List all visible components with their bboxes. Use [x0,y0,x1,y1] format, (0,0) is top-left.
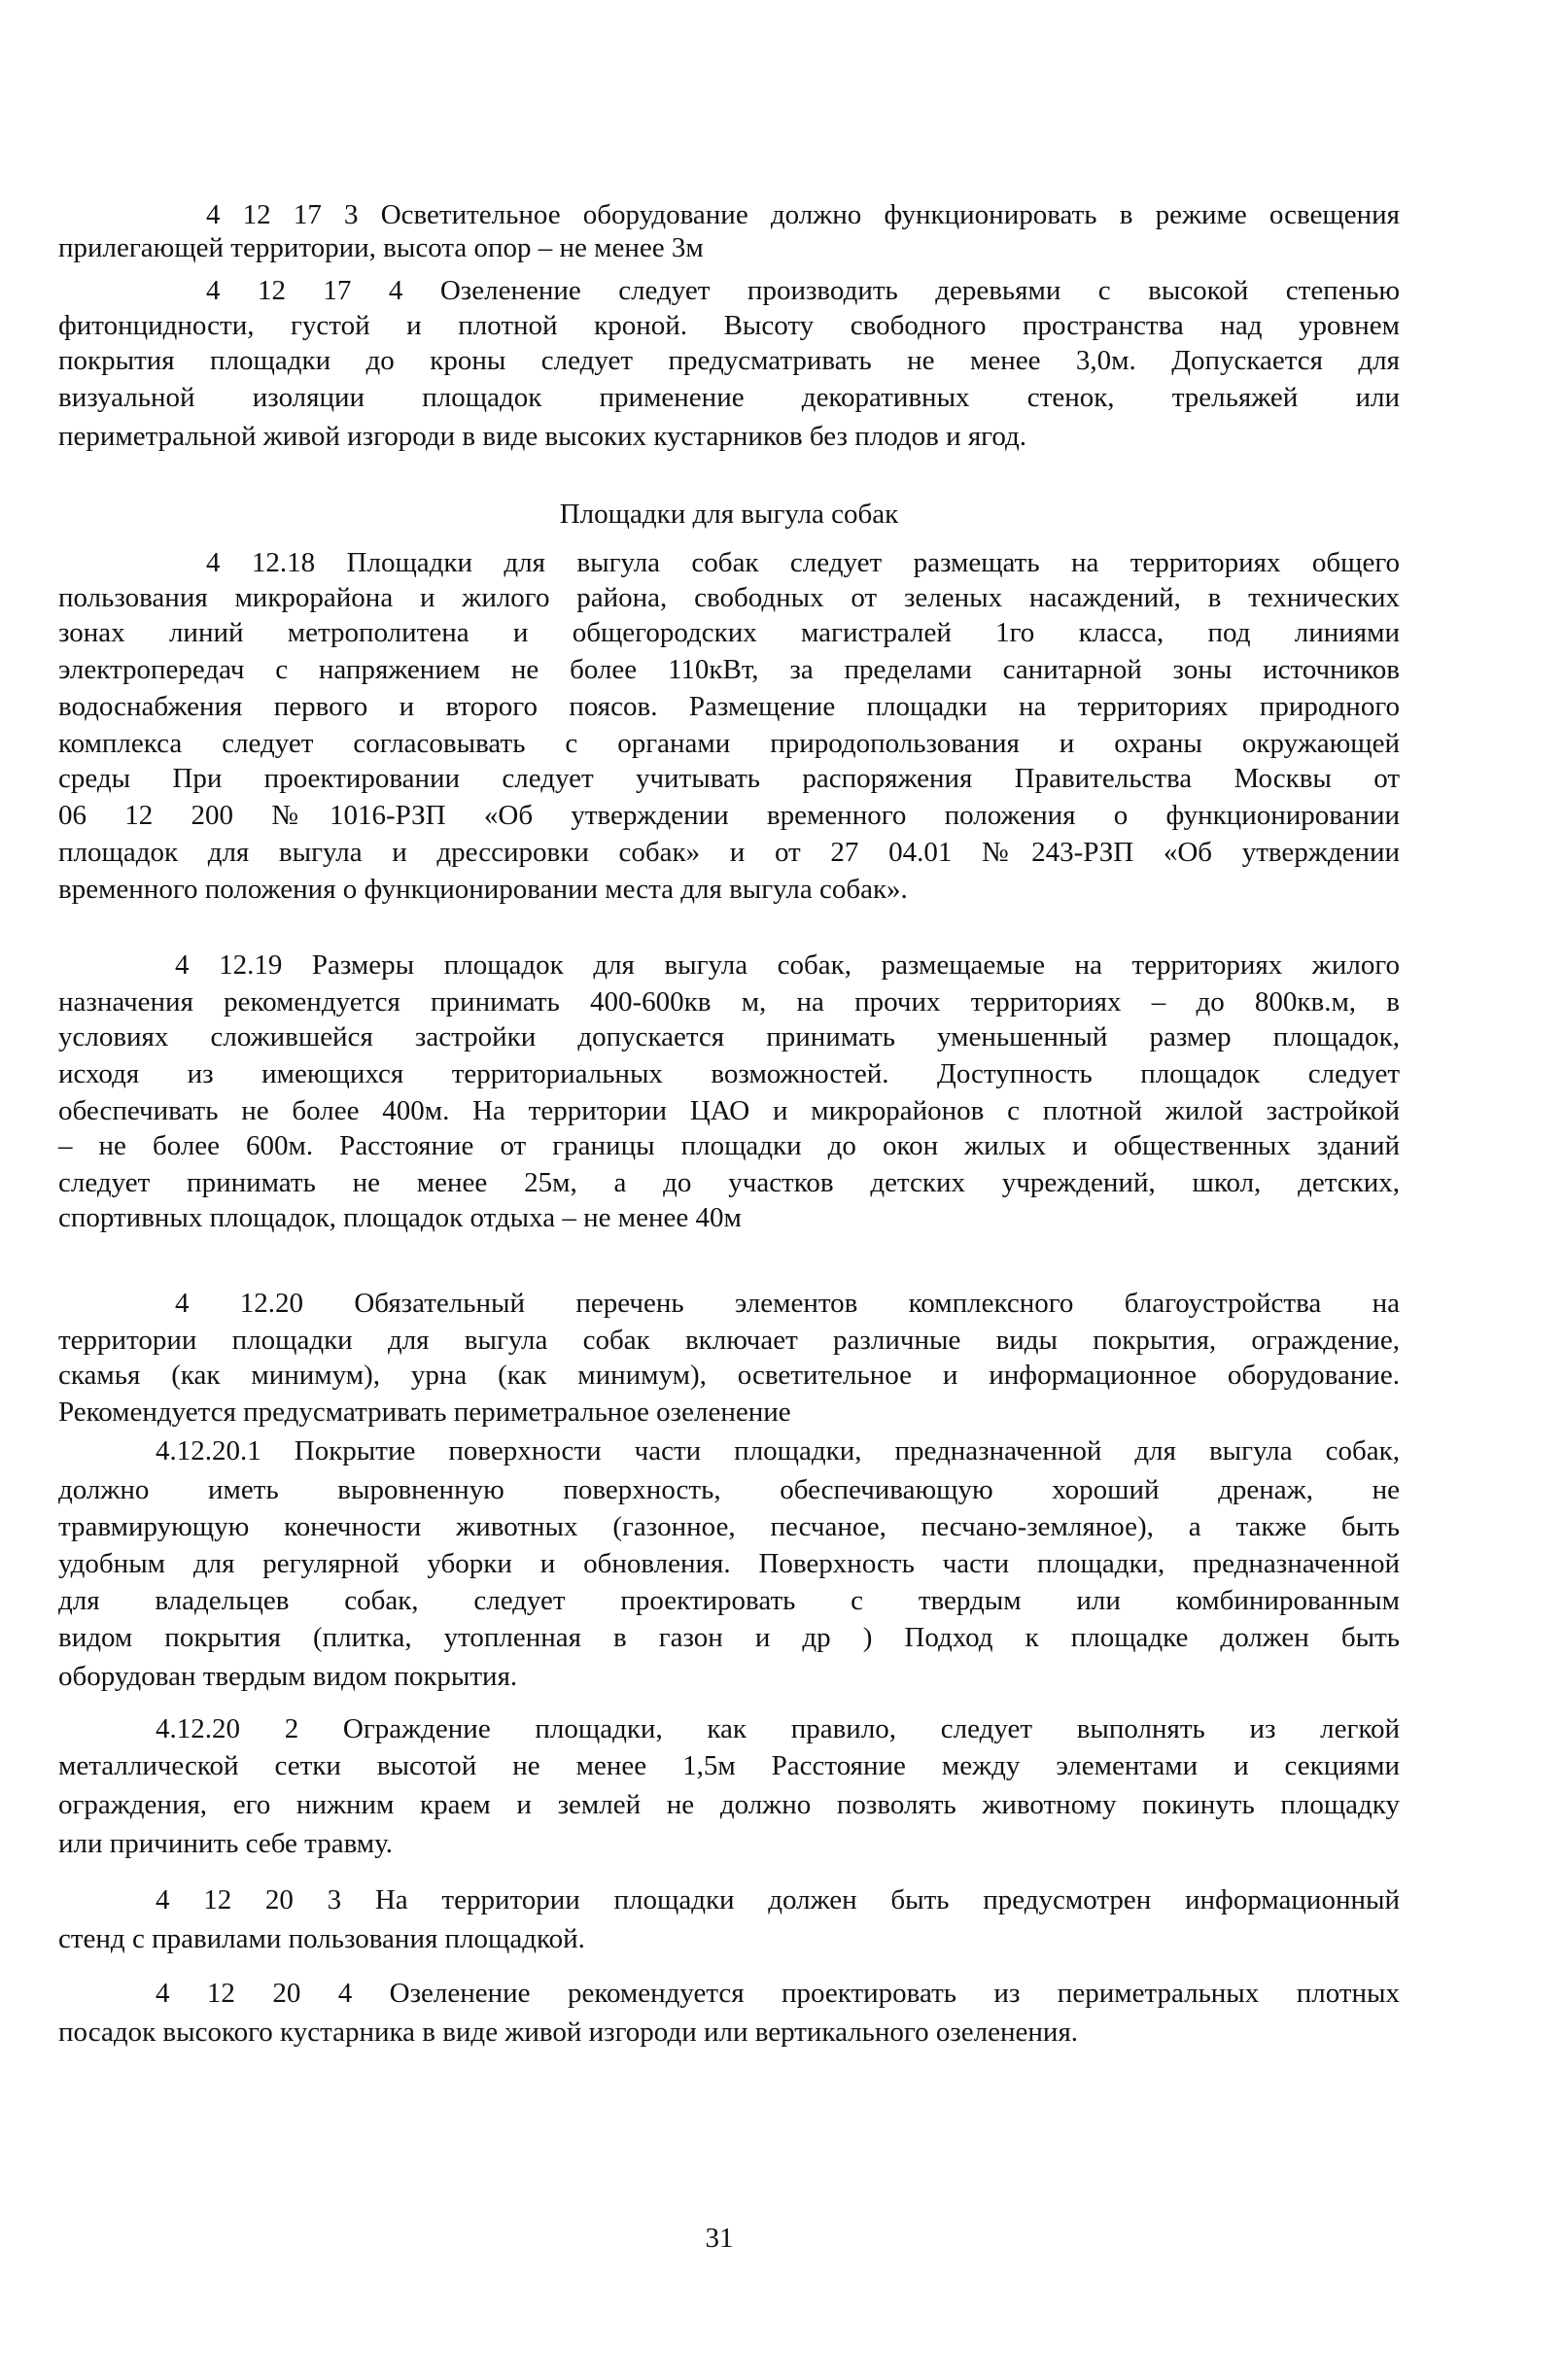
para-4-12-18-line: временного положения о функционировании места для выгула собак». [58,874,908,905]
para-4-12-19-line: исходя из имеющихся территориальных возможностей. Доступность площадок следует [58,1058,1400,1089]
para-4-12-20-1-line: должно иметь выровненную поверхность, обеспечивающую хороший дренаж, не [58,1474,1400,1505]
para-4-12-18-line: водоснабжения первого и второго поясов. Размещение площадки на территориях природного [58,691,1400,722]
para-4-12-20-1-line: удобным для регулярной уборки и обновления. Поверхность части площадки, предназначенной [58,1548,1400,1579]
para-4-12-18-line: среды При проектировании следует учитывать распоряжения Правительства Москвы от [58,763,1400,794]
para-4-12-19-line: обеспечивать не более 400м. На территории ЦАО и микрорайонов с плотной жилой застройкой [58,1095,1400,1126]
para-4-12-19-line: 4 12.19 Размеры площадок для выгула собак, размещаемые на территориях жилого [175,949,1400,981]
para-4-12-18-line: 4 12.18 Площадки для выгула собак следует размещать на территориях общего [206,547,1400,578]
para-4-12-20-2-line: 4.12.20 2 Ограждение площадки, как правило, следует выполнять из легкой [156,1713,1400,1744]
para-4-12-18-line: зонах линий метрополитена и общегородских магистралей 1го класса, под линиями [58,617,1400,648]
para-4-12-19-line: – не более 600м. Расстояние от границы площадки до окон жилых и общественных зданий [58,1130,1400,1161]
para-4-12-20-2-line: или причинить себе травму. [58,1828,393,1859]
para-4-12-20-line: 4 12.20 Обязательный перечень элементов комплексного благоустройства на [175,1288,1400,1319]
para-4-12-20-line: территории площадки для выгула собак включает различные виды покрытия, ограждение, [58,1325,1400,1356]
para-4-12-20-line: Рекомендуется предусматривать периметральное озеленение [58,1397,791,1428]
section-heading: Площадки для выгула собак [559,499,899,530]
para-4-12-17-3-line: 4 12 17 3 Осветительное оборудование должно функционировать в режиме освещения [206,199,1400,230]
para-4-12-20-2-line: металлической сетки высотой не менее 1,5м Расстояние между элементами и секциями [58,1750,1400,1781]
para-4-12-17-4-line: визуальной изоляции площадок применение декоративных стенок, трельяжей или [58,382,1400,413]
para-4-12-20-1-line: травмирующую конечности животных (газонное, песчаное, песчано-земляное), а также быть [58,1511,1400,1542]
para-4-12-18-line: электропередач с напряжением не более 110кВт, за пределами санитарной зоны источников [58,654,1400,685]
para-4-12-20-4-line: посадок высокого кустарника в виде живой изгороди или вертикального озеленения. [58,2017,1079,2048]
para-4-12-17-4-line: 4 12 17 4 Озеленение следует производить деревьями с высокой степенью [206,275,1400,306]
para-4-12-17-4-line: периметральной живой изгороди в виде высоких кустарников без плодов и ягод. [58,421,1027,452]
para-4-12-18-line: комплекса следует согласовывать с органами природопользования и охраны окружающей [58,728,1400,759]
para-4-12-17-3-line: прилегающей территории, высота опор – не менее 3м [58,232,704,263]
para-4-12-19-line: условиях сложившейся застройки допускается принимать уменьшенный размер площадок, [58,1021,1400,1052]
para-4-12-18-line: пользования микрорайона и жилого района, свободных от зеленых насаждений, в технических [58,582,1400,613]
para-4-12-19-line: следует принимать не менее 25м, а до участков детских учреждений, школ, детских, [58,1167,1400,1198]
para-4-12-19-line: спортивных площадок, площадок отдыха – не менее 40м [58,1202,742,1233]
para-4-12-18-line: площадок для выгула и дрессировки собак» и от 27 04.01 №243-РЗП «Об утверждении [58,837,1400,868]
para-4-12-20-line: скамья (как минимум), урна (как минимум), осветительное и информационное оборудование. [58,1360,1400,1391]
para-4-12-20-2-line: ограждения, его нижним краем и землей не должно позволять животному покинуть площадку [58,1789,1400,1820]
para-4-12-20-1-line: видом покрытия (плитка, утопленная в газон и др ) Подход к площадке должен быть [58,1622,1400,1653]
para-4-12-20-3-line: 4 12 20 3 На территории площадки должен быть предусмотрен информационный [156,1884,1400,1915]
para-4-12-17-4-line: покрытия площадки до кроны следует предусматривать не менее 3,0м. Допускается для [58,345,1400,376]
para-4-12-20-1-line: 4.12.20.1 Покрытие поверхности части площадки, предназначенной для выгула собак, [156,1435,1400,1466]
page-number: 31 [705,2223,734,2254]
para-4-12-20-1-line: оборудован твердым видом покрытия. [58,1661,518,1692]
para-4-12-20-1-line: для владельцев собак, следует проектировать с твердым или комбинированным [58,1585,1400,1616]
para-4-12-18-line: 06 12 200 №1016-РЗП «Об утверждении временного положения о функционировании [58,800,1400,831]
para-4-12-20-4-line: 4 12 20 4 Озеленение рекомендуется проектировать из периметральных плотных [156,1978,1400,2009]
para-4-12-20-3-line: стенд с правилами пользования площадкой. [58,1923,585,1954]
para-4-12-19-line: назначения рекомендуется принимать 400-600кв м, на прочих территориях – до 800кв.м, в [58,986,1400,1018]
para-4-12-17-4-line: фитонцидности, густой и плотной кроной. Высоту свободного пространства над уровнем [58,310,1400,341]
